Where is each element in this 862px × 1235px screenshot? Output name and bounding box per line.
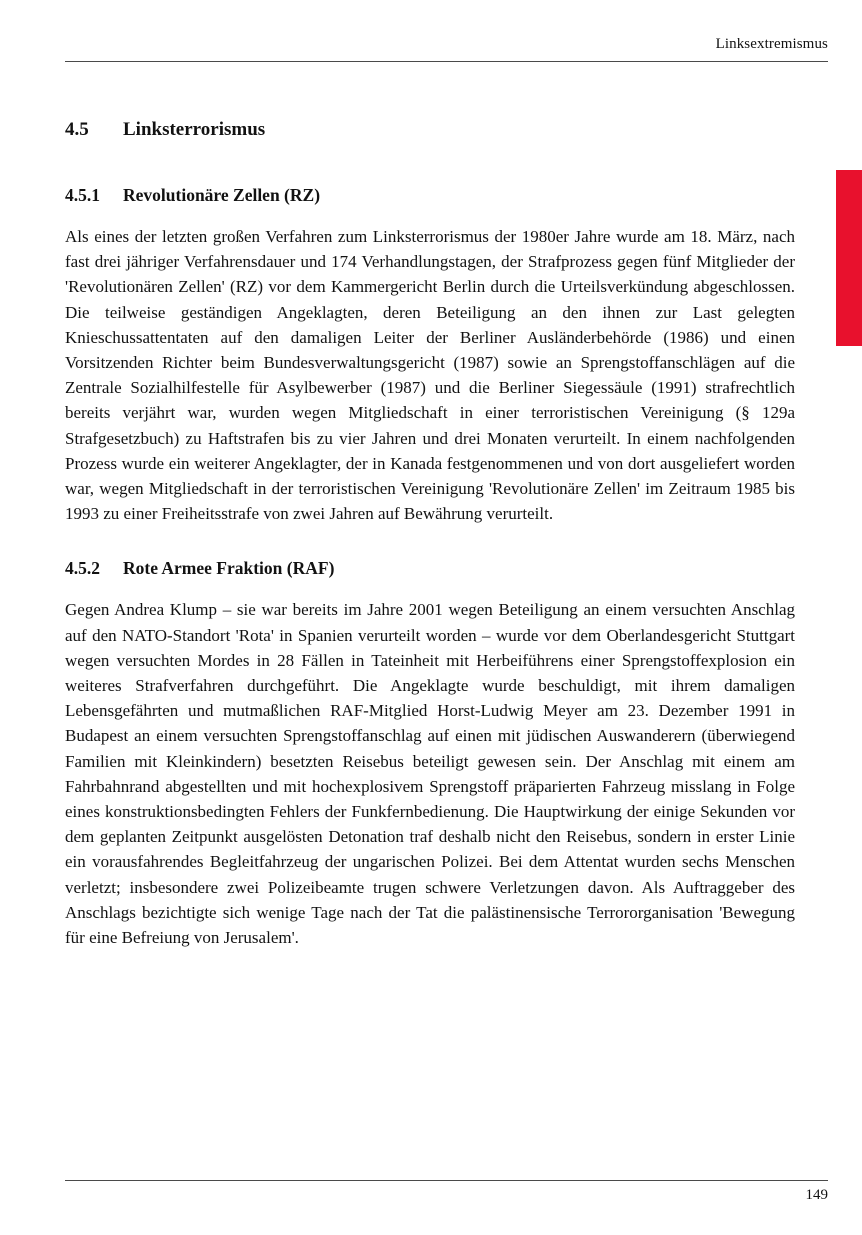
section-number: 4.5 <box>65 119 89 140</box>
subsection-raf-title: Rote Armee Fraktion (RAF) <box>123 558 335 579</box>
header-rule <box>65 61 828 62</box>
subsection-raf-heading <box>65 557 795 580</box>
subsection-raf-paragraph: Gegen Andrea Klump – sie war bereits im Jahre 2001 wegen Beteiligung an einem versuchten Anschlag auf den NATO-Standort 'Rota' in Spanien verurteilt worden – wurde vor dem Oberlandesgericht Stuttgart wegen versuchten Mordes in 28 Fällen in Tateinheit mit Herbeiführens einer Sprengstoffexplosion ein weiteres Strafverfahren durchgeführt. Die Angeklagte wurde beschuldigt, mit ihrem damaligen Lebensgefährten und mutmaßlichen RAF-Mitglied Horst-Ludwig Meyer am 23. Dezember 1991 in Budapest an einem versuchten Sprengstoffanschlag auf einen mit jüdischen Auswanderern (überwiegend Familien mit Kleinkindern) besetzten Reisebus beteiligt gewesen sein. Der Anschlag mit einem am Fahrbahnrand abgestellten und mit hochexplosivem Sprengstoff präparierten Fahrzeug misslang in Folge eines konstruktionsbedingten Fehlers der Funkfernbedienung. Die Hauptwirkung der einige Sekunden vor dem geplanten Zeitpunkt ausgelösten Detonation traf deshalb nicht den Reisebus, sondern in erster Linie ein vorausfahrendes Begleitfahrzeug der ungarischen Polizei. Bei dem Attentat wurden sechs Menschen verletzt; insbesondere zwei Polizeibeamte trugen schwere Verletzungen davon. Als Auftraggeber des Anschlags bezichtigte sich wenige Tage nach der Tat die palästinensische Terrororganisation 'Bewegung für eine Befreiung von Jerusalem'. <box>65 600 795 948</box>
subsection-rz-paragraph: Als eines der letzten großen Verfahren zum Linksterrorismus der 1980er Jahre wurde am 18. März, nach fast drei jähriger Verfahrensdauer und 174 Verhandlungstagen, der Strafprozess gegen fünf Mitglieder der 'Revolutionären Zellen' (RZ) vor dem Kammergericht Berlin durch die Urteilsverkündung abgeschlossen. Die teilweise geständigen Angeklagten, deren Beteiligung an den ihnen zur Last gelegten Knieschussattentaten auf den damaligen Leiter der Berliner Ausländerbehörde (1986) und einen Vorsitzenden Richter beim Bundesverwaltungsgericht (1987) sowie an Sprengstoffanschlägen auf die Zentrale Sozialhilfestelle für Asylbewerber (1987) und die Berliner Siegessäule (1991) strafrechtlich bereits verjährt war, wurden wegen Mitgliedschaft in einer terroristischen Vereinigung (§ 129a Strafgesetzbuch) zu Haftstrafen bis zu vier Jahren und drei Monaten verurteilt. In einem nachfolgenden Prozess wurde ein weiterer Angeklagter, der in Kanada festgenommenen und von dort ausgeliefert worden war, wegen Mitgliedschaft in der terroristischen Vereinigung 'Revolutionäre Zellen' im Zeitraum 1985 bis 1993 zu einer Freiheitsstrafe von zwei Jahren auf Bewährung verurteilt. <box>65 227 795 524</box>
subsection-raf-number: 4.5.2 <box>65 558 100 579</box>
page-header <box>65 36 828 53</box>
footer-rule <box>65 1180 828 1181</box>
section-heading <box>65 118 795 142</box>
running-header-title: Linksextremismus <box>715 36 828 52</box>
subsection-rz <box>65 184 795 526</box>
subsection-rz-heading <box>65 184 795 207</box>
chapter-edge-marker <box>836 170 862 346</box>
section-title: Linksterrorismus <box>123 119 266 140</box>
page-content <box>65 118 795 981</box>
subsection-rz-title: Revolutionäre Zellen (RZ) <box>123 185 321 205</box>
subsection-raf <box>65 557 795 950</box>
subsection-rz-number: 4.5.1 <box>65 185 100 205</box>
page-number: 149 <box>805 1187 828 1203</box>
